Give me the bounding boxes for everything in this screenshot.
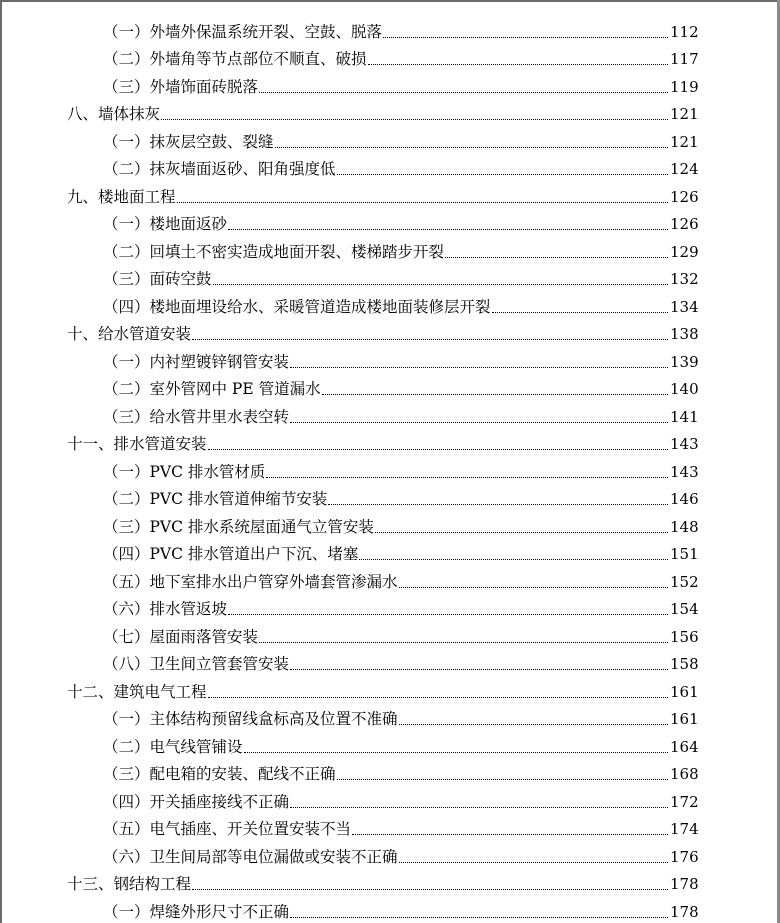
- toc-section-entry[interactable]: [0, 563, 780, 591]
- toc-section-entry[interactable]: [0, 508, 780, 536]
- toc-dot-leader: [290, 422, 668, 423]
- toc-entry-title: （一）抹灰层空鼓、裂缝: [103, 132, 274, 151]
- toc-page-number: 161: [670, 710, 699, 728]
- toc-section-entry[interactable]: [0, 783, 780, 811]
- toc-dot-leader: [352, 834, 668, 835]
- toc-dot-leader: [259, 92, 668, 93]
- toc-dot-leader: [399, 587, 668, 588]
- toc-dot-leader: [213, 284, 668, 285]
- toc-page-number: 174: [670, 820, 699, 838]
- toc-entry-title: 十、给水管道安装: [67, 325, 192, 343]
- toc-page-number: 178: [670, 902, 699, 921]
- toc-section-entry[interactable]: [0, 756, 780, 784]
- toc-entry-title: （四）开关插座接线不正确: [103, 792, 290, 811]
- toc-entry-title: 十二、建筑电气工程: [67, 682, 207, 701]
- toc-page-number: 140: [670, 380, 699, 398]
- toc-page-number: 168: [670, 765, 699, 783]
- toc-section-entry[interactable]: [0, 41, 780, 69]
- toc-section-entry[interactable]: [0, 343, 780, 371]
- toc-page-number: 132: [670, 270, 699, 288]
- toc-dot-leader: [275, 147, 668, 148]
- toc-entry-title: （四）楼地面埋设给水、采暖管道造成楼地面装修层开裂: [103, 297, 491, 316]
- toc-dot-leader: [192, 889, 668, 890]
- toc-section-entry[interactable]: [0, 398, 780, 426]
- toc-dot-leader: [383, 37, 668, 38]
- toc-chapter-entry[interactable]: [0, 673, 780, 701]
- toc-entry-title: （三）配电箱的安装、配线不正确: [103, 765, 336, 783]
- toc-page-number: 156: [670, 627, 699, 646]
- toc-entry-title: 十三、钢结构工程: [67, 875, 192, 893]
- toc-page-number: 121: [670, 105, 699, 123]
- toc-section-entry[interactable]: [0, 206, 780, 234]
- toc-page-number: 152: [670, 572, 699, 591]
- toc-dot-leader: [266, 477, 668, 478]
- toc-page-number: 151: [670, 545, 699, 563]
- toc-section-entry[interactable]: [0, 68, 780, 96]
- toc-entry-title: （一）主体结构预留线盒标高及位置不准确: [103, 710, 398, 728]
- toc-dot-leader: [290, 669, 668, 670]
- toc-section-entry[interactable]: [0, 728, 780, 756]
- toc-dot-leader: [328, 504, 668, 505]
- toc-page-number: 139: [670, 352, 699, 371]
- toc-entry-title: （六）排水管返坡: [103, 600, 228, 618]
- toc-dot-leader: [259, 642, 668, 643]
- toc-section-entry[interactable]: [0, 13, 780, 41]
- toc-page-number: 154: [670, 600, 699, 618]
- toc-page-number: 129: [670, 242, 699, 261]
- toc-dot-leader: [228, 614, 668, 615]
- toc-entry-title: （二）外墙角等节点部位不顺直、破损: [103, 50, 367, 68]
- toc-section-entry[interactable]: [0, 233, 780, 261]
- toc-dot-leader: [244, 752, 668, 753]
- toc-entry-title: （一）内衬塑镀锌钢管安装: [103, 352, 290, 371]
- toc-page-number: 178: [670, 875, 699, 893]
- toc-entry-title: （七）屋面雨落管安装: [103, 627, 259, 646]
- toc-dot-leader: [399, 724, 668, 725]
- page-top-border: [0, 0, 780, 2]
- toc-dot-leader: [177, 202, 668, 203]
- toc-dot-leader: [492, 312, 668, 313]
- table-of-contents: [0, 13, 780, 921]
- toc-page-number: 143: [670, 462, 699, 481]
- toc-dot-leader: [322, 394, 668, 395]
- toc-entry-title: （一）PVC 排水管材质: [103, 462, 266, 481]
- toc-section-entry[interactable]: [0, 151, 780, 179]
- toc-page-number: 112: [670, 22, 699, 41]
- toc-entry-title: （一）焊缝外形尺寸不正确: [103, 902, 290, 921]
- toc-dot-leader: [161, 119, 668, 120]
- toc-section-entry[interactable]: [0, 261, 780, 289]
- toc-dot-leader: [337, 174, 668, 175]
- toc-section-entry[interactable]: [0, 371, 780, 399]
- toc-page-number: 126: [670, 187, 699, 206]
- toc-entry-title: （三）给水管井里水表空转: [103, 407, 290, 426]
- toc-entry-title: （二）PVC 排水管道伸缩节安装: [103, 490, 328, 508]
- toc-section-entry[interactable]: [0, 893, 780, 921]
- toc-section-entry[interactable]: [0, 811, 780, 839]
- toc-chapter-entry[interactable]: [0, 316, 780, 344]
- toc-page-number: 134: [670, 297, 699, 316]
- toc-entry-title: （四）PVC 排水管道出户下沉、堵塞: [103, 545, 359, 563]
- toc-dot-leader: [368, 64, 668, 65]
- toc-dot-leader: [208, 697, 668, 698]
- toc-section-entry[interactable]: [0, 481, 780, 509]
- toc-dot-leader: [290, 917, 668, 918]
- toc-page-number: 158: [670, 655, 699, 673]
- toc-section-entry[interactable]: [0, 646, 780, 674]
- toc-dot-leader: [375, 532, 668, 533]
- toc-section-entry[interactable]: [0, 536, 780, 564]
- toc-page-number: 143: [670, 435, 699, 453]
- toc-page-number: 161: [670, 682, 699, 701]
- toc-section-entry[interactable]: [0, 838, 780, 866]
- toc-entry-title: （二）抹灰墙面返砂、阳角强度低: [103, 160, 336, 178]
- toc-entry-title: （三）PVC 排水系统屋面通气立管安装: [103, 517, 374, 536]
- toc-entry-title: （五）地下室排水出户管穿外墙套管渗漏水: [103, 572, 398, 591]
- toc-entry-title: （八）卫生间立管套管安装: [103, 655, 290, 673]
- toc-section-entry[interactable]: [0, 123, 780, 151]
- toc-entry-title: 十一、排水管道安装: [67, 435, 207, 453]
- toc-dot-leader: [290, 807, 668, 808]
- toc-entry-title: （三）面砖空鼓: [103, 270, 212, 288]
- toc-page-number: 176: [670, 847, 699, 866]
- toc-page-number: 146: [670, 490, 699, 508]
- toc-chapter-entry[interactable]: [0, 866, 780, 894]
- toc-chapter-entry[interactable]: [0, 96, 780, 124]
- toc-page-number: 119: [670, 77, 699, 96]
- toc-chapter-entry[interactable]: [0, 426, 780, 454]
- toc-dot-leader: [359, 559, 668, 560]
- toc-dot-leader: [290, 367, 668, 368]
- toc-entry-title: 九、楼地面工程: [67, 187, 176, 206]
- toc-section-entry[interactable]: [0, 591, 780, 619]
- toc-dot-leader: [228, 229, 668, 230]
- toc-entry-title: （一）外墙外保温系统开裂、空鼓、脱落: [103, 22, 383, 41]
- toc-entry-title: （一）楼地面返砂: [103, 215, 228, 233]
- toc-section-entry[interactable]: [0, 701, 780, 729]
- toc-page-number: 141: [670, 407, 699, 426]
- toc-entry-title: （二）回填土不密实造成地面开裂、楼梯踏步开裂: [103, 242, 445, 261]
- toc-entry-title: （三）外墙饰面砖脱落: [103, 77, 259, 96]
- toc-entry-title: （二）室外管网中 PE 管道漏水: [103, 380, 321, 398]
- toc-entry-title: （六）卫生间局部等电位漏做或安装不正确: [103, 847, 398, 866]
- toc-page-number: 148: [670, 517, 699, 536]
- toc-page-number: 117: [670, 50, 699, 68]
- toc-entry-title: （二）电气线管铺设: [103, 737, 243, 756]
- toc-section-entry[interactable]: [0, 453, 780, 481]
- toc-chapter-entry[interactable]: [0, 178, 780, 206]
- toc-dot-leader: [208, 449, 668, 450]
- toc-dot-leader: [337, 779, 668, 780]
- toc-page-number: 164: [670, 737, 699, 756]
- toc-dot-leader: [192, 339, 668, 340]
- toc-dot-leader: [445, 257, 668, 258]
- toc-entry-title: （五）电气插座、开关位置安装不当: [103, 820, 352, 838]
- toc-dot-leader: [399, 862, 668, 863]
- toc-section-entry[interactable]: [0, 618, 780, 646]
- toc-page-number: 124: [670, 160, 699, 178]
- toc-page-number: 138: [670, 325, 699, 343]
- toc-page-number: 121: [670, 132, 699, 151]
- toc-page-number: 172: [670, 792, 699, 811]
- toc-section-entry[interactable]: [0, 288, 780, 316]
- toc-page-number: 126: [670, 215, 699, 233]
- toc-entry-title: 八、墙体抹灰: [67, 105, 161, 123]
